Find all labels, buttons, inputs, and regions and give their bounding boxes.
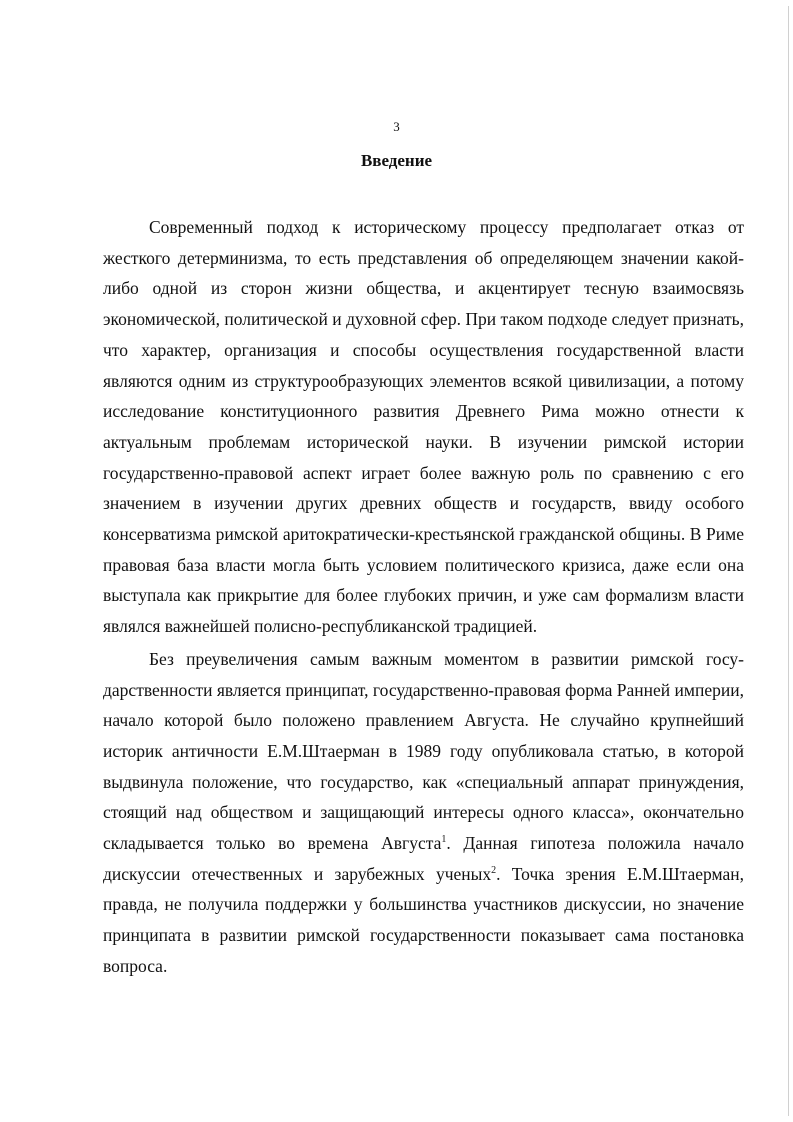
paragraph-2-part-2: . Данная гипотеза положила начало дискуссии отечественных и зарубежных ученых (103, 833, 745, 884)
body-text (103, 212, 744, 982)
paragraph-2-part-3: . Точка зрения Е.М.Штаерман, правда, не получила поддержки у большинства участников дискуссии, но значение принципата в развитии римской государственности показывает сама постановка вопроса. (103, 863, 744, 976)
scan-edge-line (788, 6, 789, 1116)
page-title: Введение (360, 151, 433, 170)
footnote-ref-2[interactable]: 2 (491, 864, 497, 876)
footnote-ref-1[interactable]: 1 (441, 834, 447, 846)
paragraph-1: Современный подход к историческому процессу предполагает отказ от жесткого детерминизма, то есть представления об определяющем значении какой-либо одной из сторон жизни общества, и акцентирует тесную взаимосвязь экономической, политической и духовной сфер. При таком подходе следует признать, что характер, организация и способы осуществления государственной власти являются одним из структурообразующих элементов всякой цивилизации, а потому исследование конституционного развития Древнего Рима можно отнести к актуальным проблемам исторической науки. В изучении римской истории государственно-правовой аспект играет более важную роль по сравнению с его значением в изучении других древних обществ и государств, ввиду особого консерватизма римской аритократически-крестьянской гражданской общины. В Риме правовая база власти могла быть условием политического кризиса, даже если она выступала как прикрытие для более глубоких причин, и уже сам формализм власти являлся важнейшей полисно-республиканской традицией. (103, 217, 744, 637)
page-number: 3 (393, 119, 400, 134)
paragraph-2 (103, 644, 744, 982)
paragraph-2-part-1: Без преувеличения самым важным моментом в развитии римской государственности является принципат, государственно-правовая форма Ранней империи, начало которой было положено правлением Августа. Не случайно крупнейший историк античности Е.М.Штаерман в 1989 году опубликовала статью, в которой выдвинула положение, что государство, как «специальный аппарат принуждения, стоящий над обществом и защищающий интересы одного класса», окончательно складывается только во времена Августа (103, 648, 744, 854)
